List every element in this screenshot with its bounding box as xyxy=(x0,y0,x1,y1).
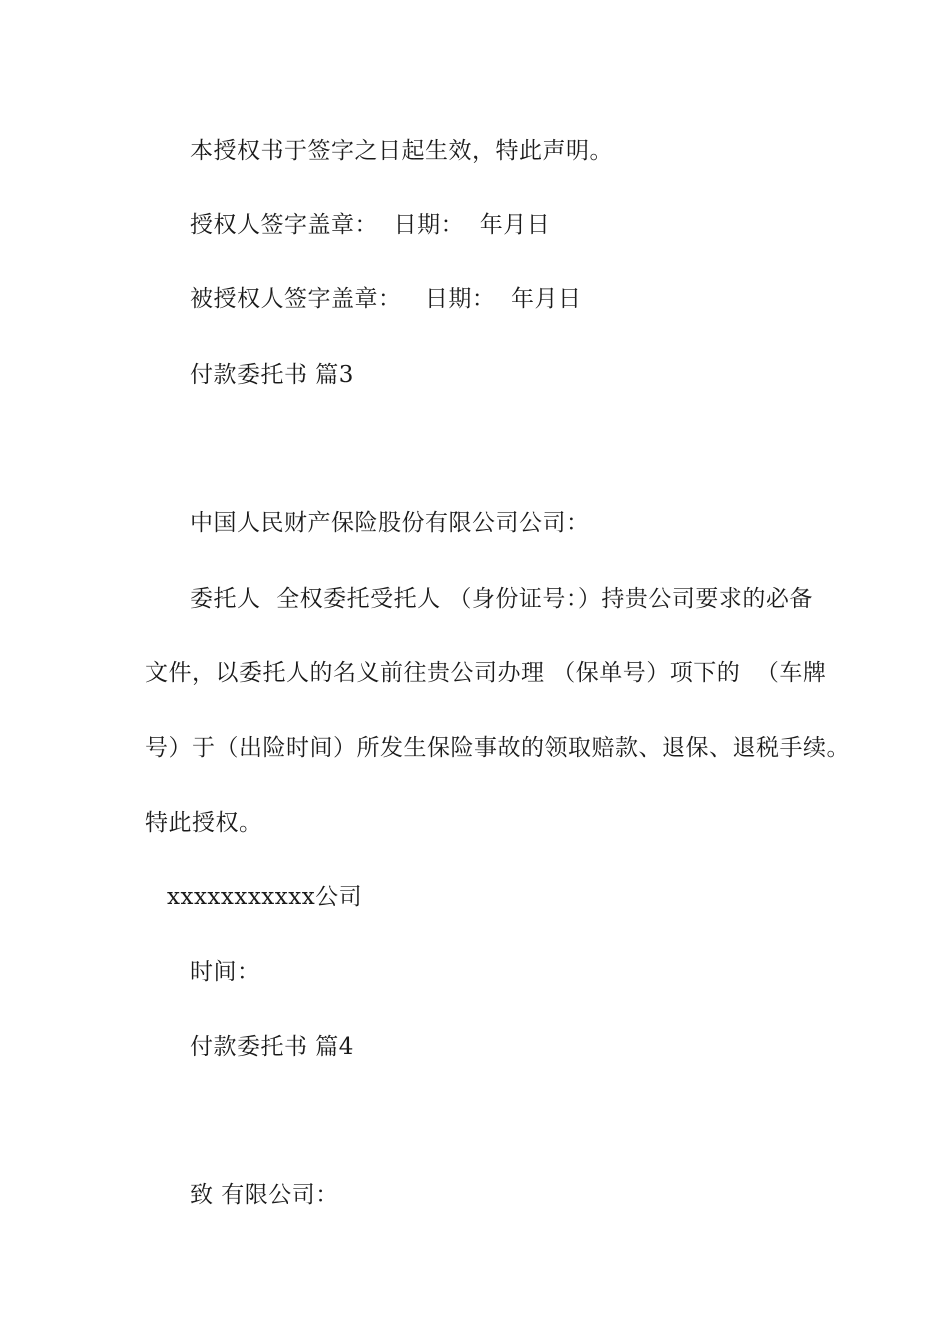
grantor-signature-line: 授权人签字盖章： 日期： 年月日 xyxy=(190,212,551,238)
date-line: 时间： xyxy=(190,959,261,985)
addressee-line-2: 致 有限公司： xyxy=(190,1182,339,1208)
section-heading-3: 付款委托书 篇3 xyxy=(190,362,354,388)
body-paragraph-line-2: 文件，以委托人的名义前往贵公司办理 （保单号）项下的 （车牌 xyxy=(145,660,827,686)
closing-statement: 特此授权。 xyxy=(145,810,263,836)
body-paragraph-line-1: 委托人 全权委托受托人 （身份证号：）持贵公司要求的必备 xyxy=(190,586,813,612)
section-heading-4: 付款委托书 篇4 xyxy=(190,1034,354,1060)
company-signature: xxxxxxxxxxx公司 xyxy=(167,884,363,910)
grantee-signature-line: 被授权人签字盖章： 日期： 年月日 xyxy=(190,286,582,312)
body-paragraph-line-3: 号）于（出险时间）所发生保险事故的领取赔款、退保、退税手续。 xyxy=(145,735,850,761)
addressee-line: 中国人民财产保险股份有限公司公司： xyxy=(190,510,590,536)
effective-statement: 本授权书于签字之日起生效，特此声明。 xyxy=(190,138,613,164)
